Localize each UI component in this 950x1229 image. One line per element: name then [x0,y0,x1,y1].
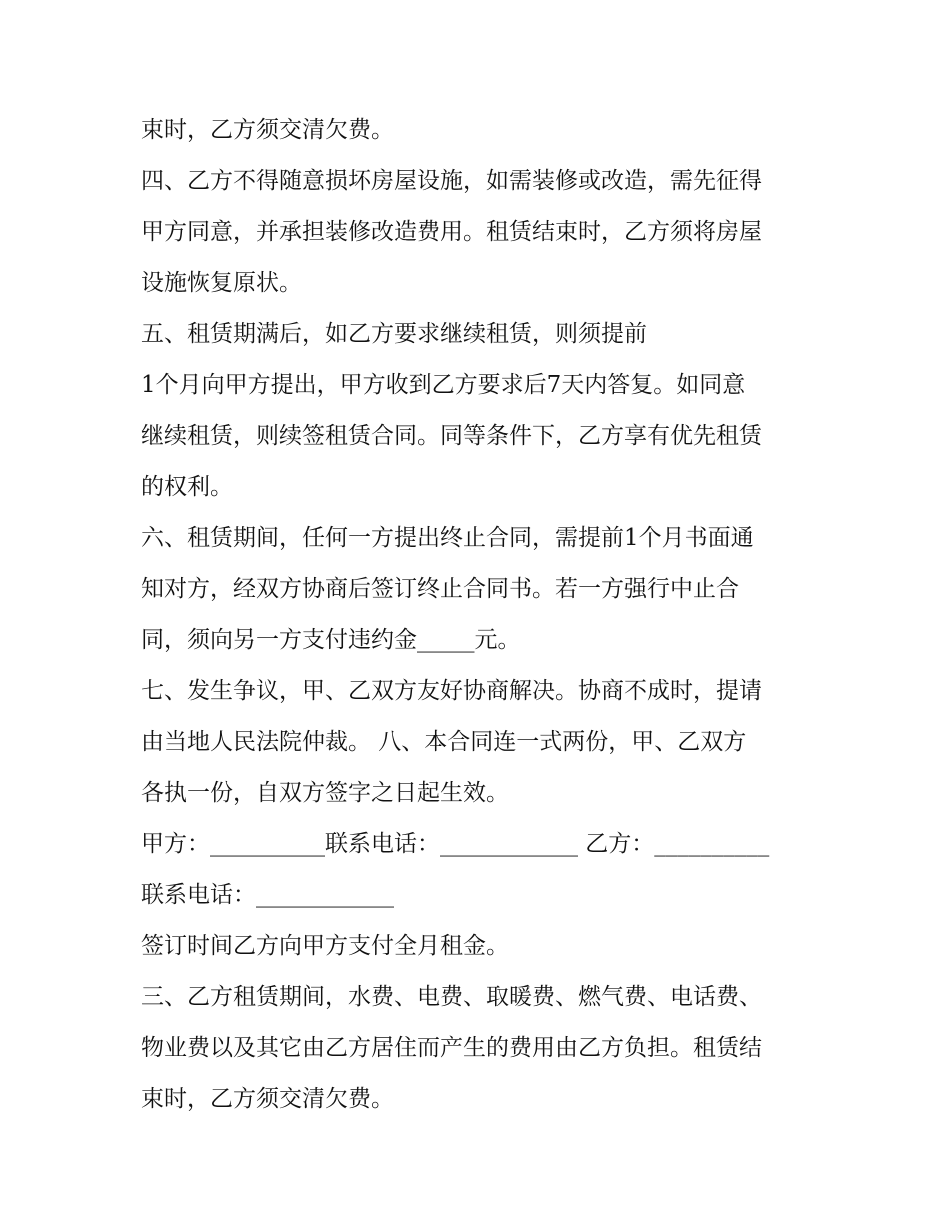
text-line-8: 的权利。 [141,474,233,500]
text-line-11: 同，须向另一方支付违约金_____元。 [141,627,521,653]
signature-line-phone: 联系电话：____________ [141,882,394,908]
text-line-10: 知对方，经双方协商后签订终止合同书。若一方强行中止合 [141,576,739,602]
text-line-18: 三、乙方租赁期间，水费、电费、取暖费、燃气费、电话费、 [141,984,762,1010]
text-line-13: 由当地人民法院仲裁。 八、本合同连一式两份，甲、乙双方 [141,729,747,755]
text-line-9: 六、租赁期间，任何一方提出终止合同，需提前1个月书面通 [141,525,754,551]
text-line-19: 物业费以及其它由乙方居住而产生的费用由乙方负担。租赁结 [141,1035,762,1061]
text-line-6: 1个月向甲方提出，甲方收到乙方要求后7天内答复。如同意 [141,372,746,398]
signature-line-parties: 甲方：__________联系电话：____________ 乙方：__________ [141,831,770,857]
text-line-14: 各执一份，自双方签字之日起生效。 [141,780,509,806]
text-line-2: 四、乙方不得随意损坏房屋设施，如需装修或改造，需先征得 [141,168,762,194]
text-line-5: 五、租赁期满后，如乙方要求继续租赁，则须提前 [141,321,647,347]
text-line-17: 签订时间乙方向甲方支付全月租金。 [141,933,509,959]
text-line-4: 设施恢复原状。 [141,270,302,296]
text-line-7: 继续租赁，则续签租赁合同。同等条件下，乙方享有优先租赁 [141,423,762,449]
text-line-1: 束时，乙方须交清欠费。 [141,117,394,143]
text-line-12: 七、发生争议，甲、乙双方友好协商解决。协商不成时，提请 [141,678,762,704]
text-line-20: 束时，乙方须交清欠费。 [141,1086,394,1112]
document-body [141,105,821,1125]
text-line-3: 甲方同意，并承担装修改造费用。租赁结束时，乙方须将房屋 [141,219,762,245]
